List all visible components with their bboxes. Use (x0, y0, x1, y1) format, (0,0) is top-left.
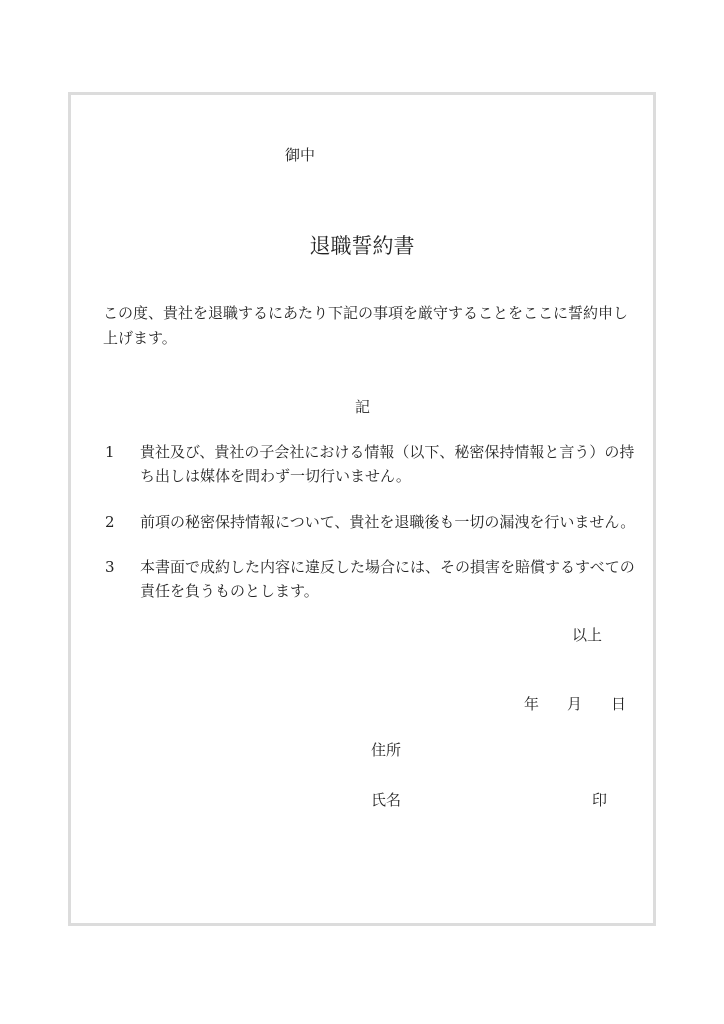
item-text-line: 貴社及び、貴社の子会社における情報（以下、秘密保持情報と言う）の持 (140, 443, 635, 461)
item-text-line: 前項の秘密保持情報について、貴社を退職後も一切の漏洩を行いません。 (140, 513, 636, 531)
document-title: 退職誓約書 (309, 234, 415, 258)
document-border (68, 92, 656, 926)
intro-line-1: この度、貴社を退職するにあたり下記の事項を厳守することをここに誓約申し (103, 304, 629, 322)
item-text-line: 責任を負うものとします。 (140, 582, 319, 600)
seal-label: 印 (592, 791, 608, 809)
addressee-suffix: 御中 (285, 146, 316, 164)
date-month: 月 (567, 695, 583, 713)
ki-heading: 記 (355, 398, 371, 416)
name-label: 氏名 (371, 791, 402, 809)
closing-text: 以上 (572, 626, 603, 644)
date-day: 日 (611, 695, 627, 713)
intro-line-2: 上げます。 (103, 329, 177, 347)
date-year: 年 (524, 695, 540, 713)
address-label: 住所 (371, 741, 402, 759)
item-number: 1 (105, 443, 115, 461)
item-number: 2 (105, 513, 115, 531)
item-number: 3 (105, 558, 115, 576)
item-text-line: 本書面で成約した内容に違反した場合には、その損害を賠償するすべての (140, 558, 635, 576)
item-text-line: ち出しは媒体を問わず一切行いません。 (140, 467, 411, 485)
